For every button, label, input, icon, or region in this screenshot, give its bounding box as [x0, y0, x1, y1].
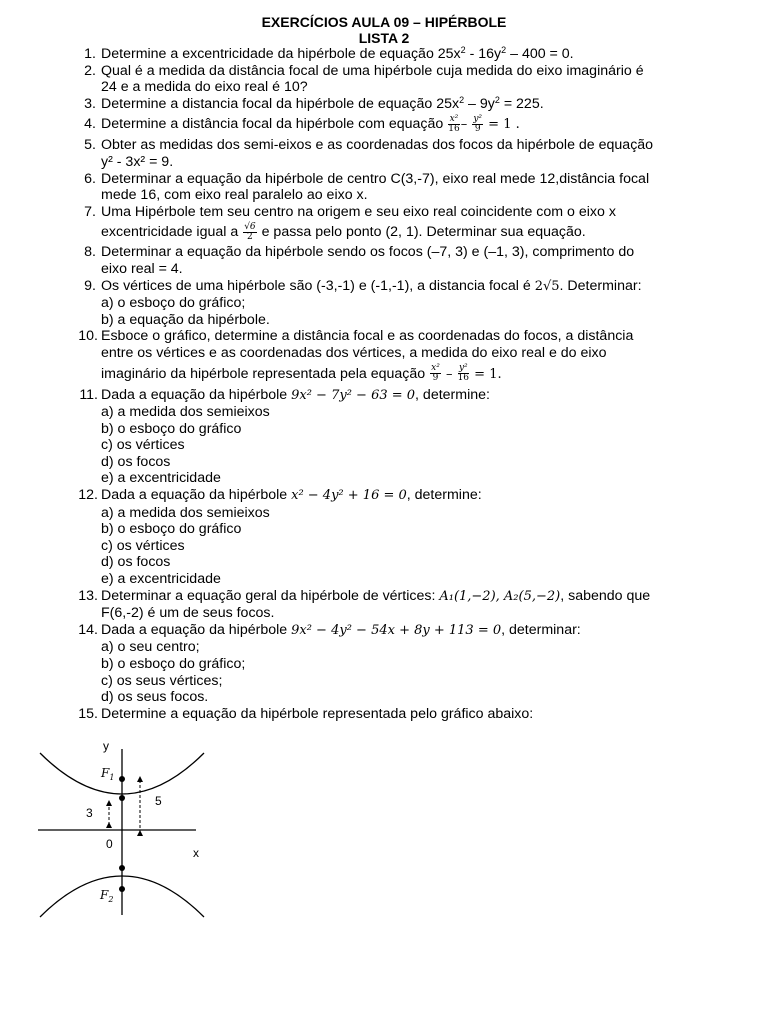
- exercise-1: [0, 46, 768, 63]
- exercise-text: Obter as medidas dos semi-eixos e as coordenadas dos focos da hipérbole de equação: [101, 137, 654, 154]
- equation: x² − 4y² + 16 = 0: [291, 488, 407, 504]
- exercise-text: – 9y: [464, 95, 495, 112]
- equation: 9x² − 7y² − 63 = 0: [291, 387, 416, 403]
- sub-item: b) o esboço do gráfico: [101, 521, 242, 538]
- exercise-number: 9.: [84, 277, 96, 294]
- exercise-text: , sabendo que: [560, 587, 651, 604]
- exponent: 2: [501, 45, 507, 55]
- exercise-text: Determine a excentricidade da hipérbole de equação 25x: [101, 46, 461, 62]
- sub-item: d) os seus focos.: [101, 689, 209, 706]
- exercise-text: F(6,-2) é um de seus focos.: [101, 605, 275, 622]
- fraction: $\frac{√6}{2}$: [244, 222, 256, 243]
- exponent: 2: [494, 94, 500, 105]
- exercise-text: Determinar a equação da hipérbole de centro C(3,-7), eixo real mede 12,distância focal: [101, 170, 650, 187]
- exercise-text: = 225.: [499, 95, 544, 112]
- sheet-subtitle: LISTA 2: [358, 30, 410, 46]
- sub-item: a) o seu centro;: [101, 639, 200, 656]
- exercise-number: 1.: [84, 46, 96, 62]
- exercise-text: Qual é a medida da distância focal de uma hipérbole cuja medida do eixo imaginário é: [101, 62, 644, 79]
- focus-distance-label: 5: [155, 794, 162, 808]
- equation: A₁(1,−2), A₂(5,−2): [439, 588, 561, 604]
- hyperbola-graph: [30, 735, 240, 925]
- equation-rest: = 1.: [470, 366, 502, 382]
- exercise-14: [0, 622, 768, 706]
- exercise-text: . Determinar:: [559, 277, 642, 294]
- sub-item: b) a equação da hipérbole.: [101, 311, 270, 328]
- vertex-upper-point: [119, 795, 125, 801]
- exercise-4: [0, 112, 768, 137]
- exercise-text: eixo real = 4.: [101, 260, 183, 277]
- sub-item: c) os seus vértices;: [101, 672, 223, 689]
- equation-rest: = 1 .: [484, 117, 520, 133]
- fraction: $\frac{\text{x²}}{16}$: [448, 114, 460, 135]
- exercise-text: , determine:: [406, 487, 482, 504]
- exercise-text: – 400 = 0.: [506, 46, 574, 62]
- exercise-text: Dada a equação da hipérbole: [101, 386, 292, 403]
- exercise-3: [0, 96, 768, 113]
- exercise-text: Determinar a equação da hipérbole sendo os focos (–7, 3) e (–1, 3), comprimento do: [101, 244, 635, 261]
- equation: 9x² − 4y² − 54x + 8y + 113 = 0: [291, 622, 502, 638]
- focus-f1-point: [119, 776, 125, 782]
- exercise-number: 15.: [78, 705, 98, 722]
- exercise-text: imaginário da hipérbole representada pela equação: [101, 365, 430, 382]
- exponent: 2: [459, 94, 465, 105]
- vertex-distance-label: 3: [86, 806, 93, 820]
- exercise-sheet: [0, 14, 768, 722]
- exercise-text: 24 e a medida do eixo real é 10?: [101, 79, 308, 96]
- exercise-text: excentricidade igual a: [101, 224, 243, 241]
- exercise-15: [0, 706, 768, 723]
- focus-f2-point: [119, 886, 125, 892]
- exercise-number: 3.: [84, 95, 96, 112]
- sub-item: a) a medida dos semieixos: [101, 504, 270, 521]
- y-axis-label: y: [103, 739, 109, 753]
- exercise-12: [0, 487, 768, 588]
- exercise-number: 11.: [79, 386, 98, 403]
- exercise-text: , determine:: [415, 386, 490, 403]
- sub-item: d) os focos: [101, 554, 171, 571]
- fraction: $\frac{\text{y²}}{16}$: [457, 363, 470, 384]
- exponent: 2: [460, 45, 466, 55]
- exercise-text: Determine a equação da hipérbole representada pelo gráfico abaixo:: [101, 705, 534, 722]
- focus-f2-label: $F_2$: [100, 888, 114, 904]
- exercise-10: [0, 328, 768, 386]
- minus-sign: –: [460, 117, 472, 133]
- sub-item: a) a medida dos semieixos: [101, 404, 270, 421]
- exercise-number: 13.: [78, 587, 98, 604]
- exercise-6: [0, 171, 768, 204]
- exercise-number: 14.: [78, 621, 98, 638]
- exercise-number: 12.: [78, 487, 98, 504]
- exercise-text: Determinar a equação geral da hipérbole de vértices:: [101, 587, 440, 604]
- exercise-text: Os vértices de uma hipérbole são (-3,-1) e (-1,-1), a distancia focal é: [101, 277, 535, 294]
- exercise-text: entre os vértices e as coordenadas dos vértices, a medida do eixo real e do eixo: [101, 344, 607, 361]
- minus-sign: –: [441, 366, 457, 382]
- exercise-text: e passa pelo ponto (2, 1). Determinar sua equação.: [257, 224, 586, 241]
- sub-item: e) a excentricidade: [101, 470, 221, 487]
- focus-f1-label: $F_1$: [101, 766, 115, 782]
- fraction: $\frac{\text{y²}}{9}$: [473, 114, 483, 135]
- exercise-13: [0, 588, 768, 622]
- exercise-text: , determinar:: [501, 621, 581, 638]
- exercise-number: 2.: [84, 62, 96, 79]
- exercise-text: Esboce o gráfico, determine a distância focal e as coordenadas do focos, a distância: [101, 328, 634, 345]
- exercise-text: - 16y: [465, 46, 502, 62]
- exercise-text: y² - 3x² = 9.: [101, 153, 174, 170]
- exercise-text: mede 16, com eixo real paralelo ao eixo x.: [101, 187, 368, 204]
- exercise-text: Uma Hipérbole tem seu centro na origem e seu eixo real coincidente com o eixo x: [101, 203, 616, 220]
- exercise-number: 5.: [84, 137, 96, 154]
- exercise-8: [0, 244, 768, 277]
- x-axis-label: x: [193, 846, 199, 860]
- sub-item: a) o esboço do gráfico;: [101, 295, 246, 312]
- exercise-11: [0, 387, 768, 488]
- sub-item: c) os vértices: [101, 537, 185, 554]
- exercise-number: 8.: [84, 244, 96, 261]
- sub-item: d) os focos: [101, 453, 171, 470]
- sub-item: b) o esboço do gráfico: [101, 420, 242, 437]
- exercise-text: Determine a distancia focal da hipérbole de equação 25x: [101, 95, 460, 112]
- vertex-lower-point: [119, 865, 125, 871]
- exercise-2: [0, 63, 768, 96]
- exercise-number: 4.: [84, 116, 96, 133]
- exercise-number: 10.: [78, 328, 98, 345]
- exercise-text: Determine a distância focal da hipérbole com equação: [101, 116, 448, 133]
- exercise-text: Dada a equação da hipérbole: [101, 487, 292, 504]
- sheet-title: EXERCÍCIOS AULA 09 – HIPÉRBOLE: [261, 14, 507, 30]
- exercise-text: Dada a equação da hipérbole: [101, 621, 292, 638]
- exercise-number: 7.: [84, 203, 96, 220]
- exercise-7: [0, 204, 768, 245]
- math-value: 2√5: [534, 278, 560, 294]
- sub-item: b) o esboço do gráfico;: [101, 656, 246, 672]
- exercise-9: [0, 278, 768, 329]
- exercise-number: 6.: [84, 170, 96, 187]
- exercise-5: [0, 137, 768, 170]
- fraction: $\frac{\text{x²}}{9}$: [431, 363, 440, 384]
- sub-item: e) a excentricidade: [101, 571, 221, 588]
- origin-label: 0: [106, 837, 113, 851]
- sub-item: c) os vértices: [101, 437, 185, 454]
